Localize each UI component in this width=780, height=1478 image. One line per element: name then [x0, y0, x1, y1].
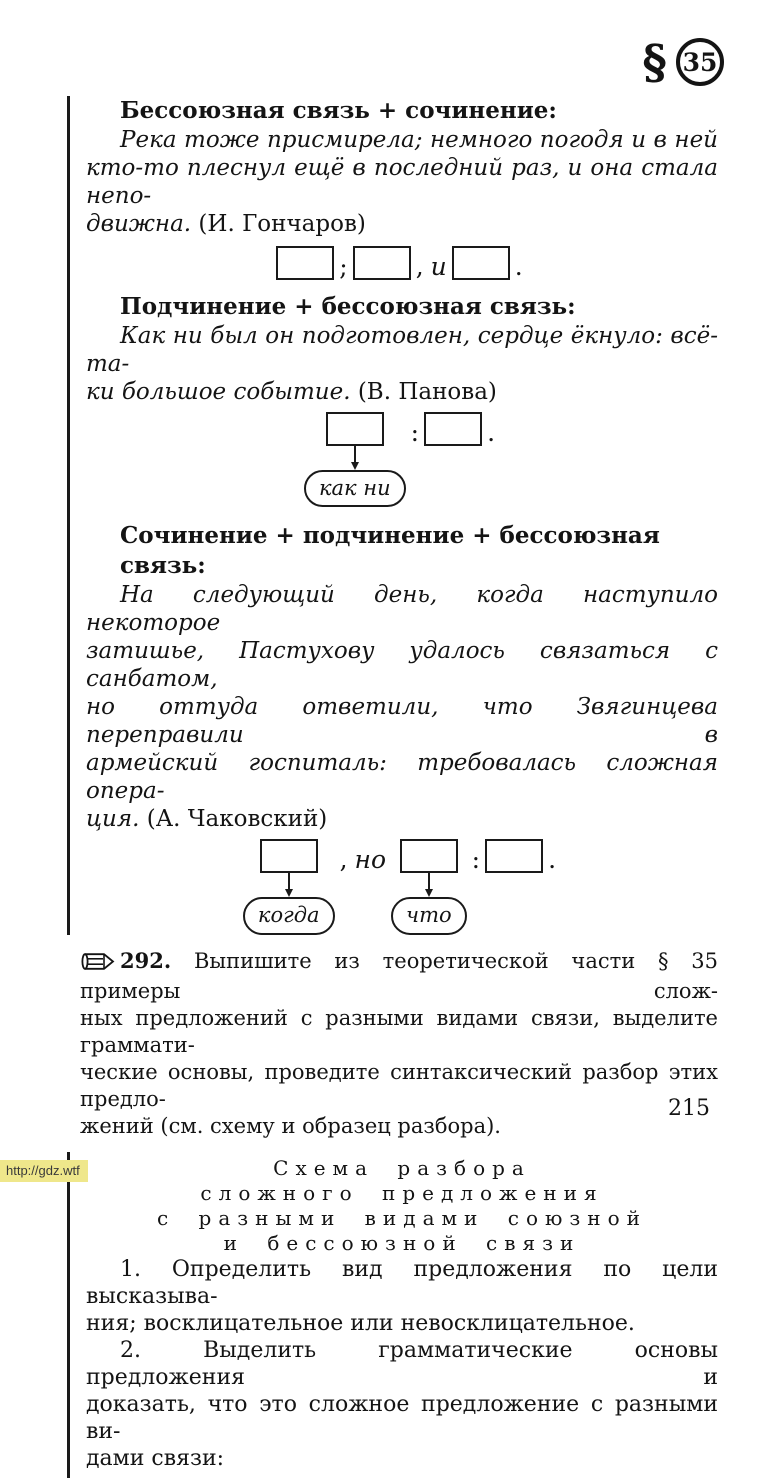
colon-separator: :: [410, 417, 420, 447]
down-arrow-icon: [425, 873, 433, 897]
clause-box: [400, 839, 458, 873]
clause-box: [452, 246, 510, 280]
semicolon-separator: ;: [339, 251, 348, 281]
comma-conjunction-separator: , но: [339, 845, 387, 875]
outline-line: ния; восклицательное или невосклицательное.: [86, 1310, 635, 1336]
exercise-line: ных предложений с разными видами связи, выделите граммати-: [80, 1005, 718, 1057]
example-line: Как ни был он подготовлен, сердце ёкнуло: всё-та-: [86, 323, 718, 377]
outline-item-1: [86, 1256, 718, 1337]
schema-subordination-asyndetic: [86, 412, 718, 507]
clause-box: [326, 412, 384, 446]
watermark-url: http://gdz.wtf: [0, 1160, 88, 1182]
example-last-fragment: ция.: [86, 806, 140, 833]
section-number-badge: 35: [676, 38, 724, 86]
outline-line: дами связи:: [86, 1445, 225, 1471]
paragraph-sign: §: [642, 34, 667, 90]
conjunction-label: но: [354, 845, 387, 875]
outline-title-line: сложного предложения: [200, 1180, 604, 1205]
colon-separator: :: [471, 845, 481, 875]
pencil-icon: [80, 951, 116, 978]
exercise-text: Выпишите из теоретической части § 35 примеры слож-: [80, 948, 718, 1003]
author-credit: (В. Панова): [357, 379, 497, 405]
outline-title-line: и бессоюзной связи: [223, 1230, 581, 1255]
conjunction-oval: когда: [243, 897, 335, 934]
theory-heading-2: Подчинение + бессоюзная связь:: [120, 293, 576, 320]
author-credit: (А. Чаковский): [146, 806, 328, 833]
comma-separator: , и: [415, 251, 447, 281]
clause-box: [260, 839, 318, 873]
conjunction-label: и: [430, 251, 447, 281]
example-3: [86, 581, 718, 833]
example-line: армейский госпиталь: требовалась сложная опера-: [86, 750, 718, 805]
example-line: Река тоже присмирела; немного погодя и в ней: [120, 127, 718, 153]
page-number: 215: [668, 1096, 710, 1121]
example-last-fragment: ки большое событие.: [86, 379, 351, 405]
author-credit: (И. Гончаров): [198, 211, 366, 237]
example-line: затишье, Пастухову удалось связаться с санбатом,: [86, 638, 718, 693]
outline-title-line: Схема разбора: [273, 1155, 531, 1180]
example-line: [86, 378, 718, 406]
example-line: [86, 210, 718, 238]
example-2: [86, 322, 718, 406]
period-mark: .: [548, 845, 557, 875]
theory-heading-1: Бессоюзная связь + сочинение:: [120, 97, 557, 124]
example-last-fragment: движна.: [86, 211, 192, 237]
outline-line: 2. Выделить грамматические основы предложения и: [86, 1337, 718, 1390]
outline-line: доказать, что это сложное предложение с разными ви-: [86, 1391, 718, 1444]
theory-section: [67, 96, 718, 935]
theory-heading-3: Сочинение + подчинение + бессоюзная связь:: [120, 522, 660, 580]
clause-box: [485, 839, 543, 873]
parsing-outline-section: [67, 1152, 718, 1478]
section-marker: [642, 34, 724, 90]
schema-mixed-connection: [86, 839, 718, 934]
exercise-line: жений (см. схему и образец разбора).: [80, 1113, 501, 1138]
example-line: [86, 805, 718, 833]
outline-title-line: с разными видами союзной: [156, 1205, 648, 1230]
down-arrow-icon: [351, 446, 359, 470]
example-1: [86, 126, 718, 238]
clause-box: [353, 246, 411, 280]
example-line: На следующий день, когда наступило некоторое: [86, 582, 718, 637]
conjunction-oval: как ни: [304, 470, 406, 507]
clause-box: [276, 246, 334, 280]
outline-item-2: [86, 1337, 718, 1472]
example-line: кто-то плеснул ещё в последний раз, и она стала непо-: [86, 155, 718, 209]
exercise-number: 292.: [120, 947, 172, 973]
down-arrow-icon: [285, 873, 293, 897]
exercise-line: [80, 947, 718, 1005]
period-mark: .: [487, 417, 496, 447]
outline-line: 1. Определить вид предложения по цели высказыва-: [86, 1256, 718, 1309]
schema-asyndetic-coordination: [86, 246, 718, 280]
outline-title: [86, 1156, 718, 1256]
clause-box: [424, 412, 482, 446]
exercise-292: [80, 947, 718, 1140]
period-mark: .: [514, 251, 523, 281]
exercise-line: ческие основы, проведите синтаксический разбор этих предло-: [80, 1059, 718, 1111]
conjunction-oval: что: [391, 897, 467, 934]
example-line: но оттуда ответили, что Звягинцева переправили в: [86, 694, 718, 749]
